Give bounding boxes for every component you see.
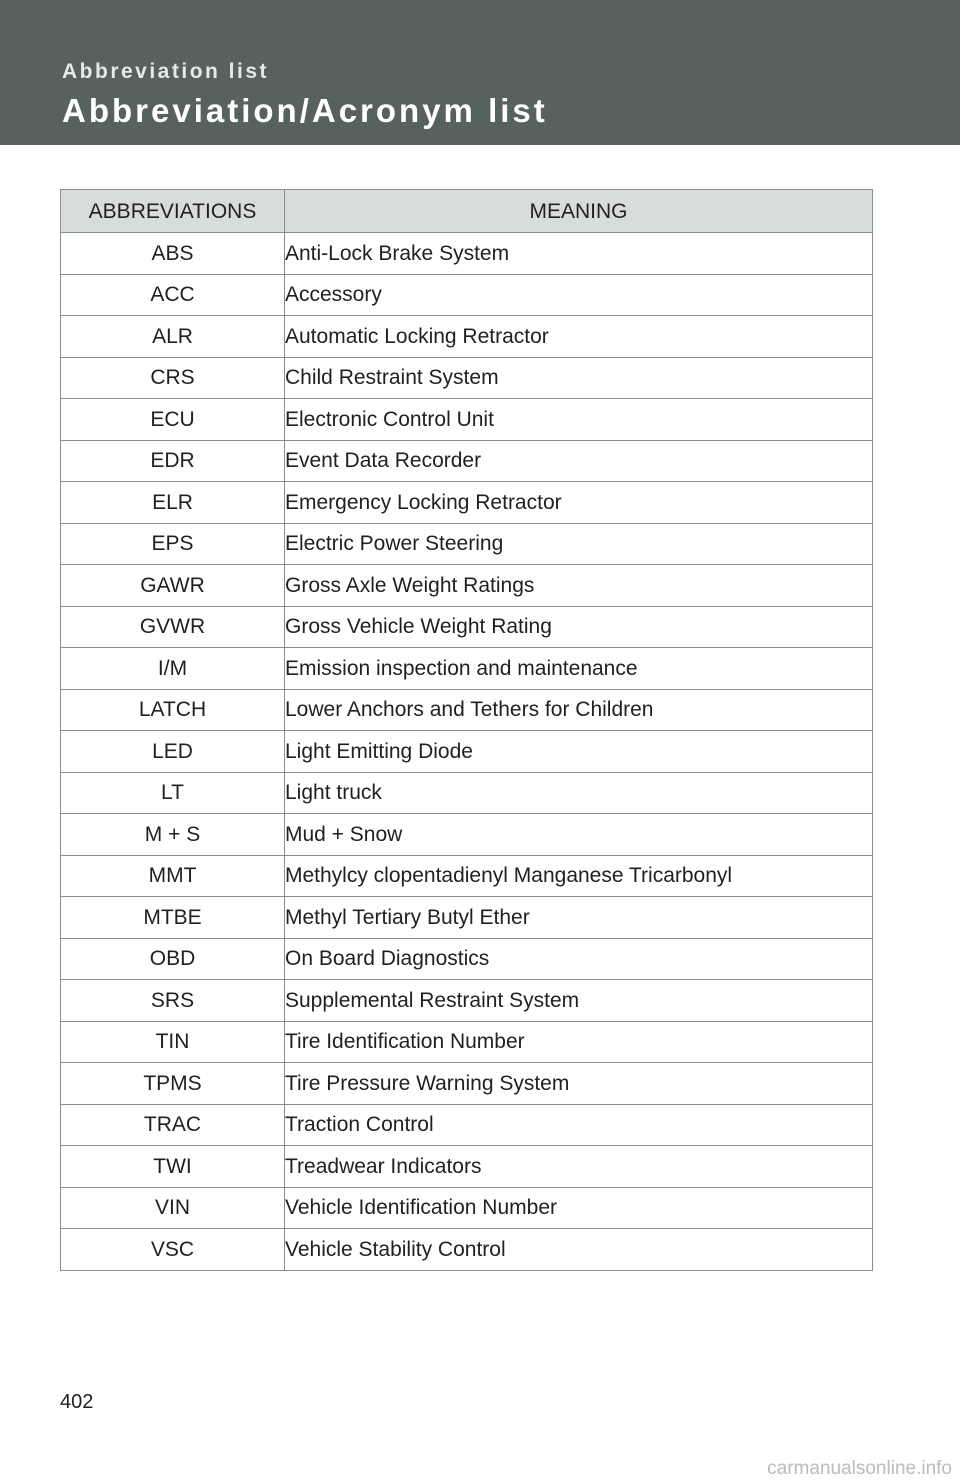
table-row: [61, 1104, 873, 1146]
table-row: [61, 274, 873, 316]
table-header-row: [61, 190, 873, 233]
abbreviation-cell: TPMS: [61, 1063, 285, 1105]
abbreviation-cell: OBD: [61, 938, 285, 980]
table-row: [61, 731, 873, 773]
page-title: Abbreviation/Acronym list: [62, 92, 548, 129]
meaning-cell: Gross Vehicle Weight Rating: [285, 606, 873, 648]
abbreviation-cell: GVWR: [61, 606, 285, 648]
table-row: [61, 855, 873, 897]
meaning-cell: Methyl Tertiary Butyl Ether: [285, 897, 873, 939]
meaning-cell: Traction Control: [285, 1104, 873, 1146]
meaning-cell: Automatic Locking Retractor: [285, 316, 873, 358]
table-row: [61, 440, 873, 482]
abbreviation-cell: ABS: [61, 233, 285, 275]
meaning-cell: Electric Power Steering: [285, 523, 873, 565]
abbreviation-cell: VIN: [61, 1187, 285, 1229]
table-row: [61, 523, 873, 565]
table-row: [61, 772, 873, 814]
page-number: 402: [60, 1391, 94, 1413]
column-header-abbreviations: ABBREVIATIONS: [61, 190, 285, 233]
meaning-cell: Vehicle Stability Control: [285, 1229, 873, 1271]
abbreviation-cell: ELR: [61, 482, 285, 524]
table-row: [61, 606, 873, 648]
table-row: [61, 357, 873, 399]
meaning-cell: Methylcy clopentadienyl Manganese Tricarbonyl: [285, 855, 873, 897]
abbreviation-cell: MMT: [61, 855, 285, 897]
table-row: [61, 316, 873, 358]
abbreviation-cell: TIN: [61, 1021, 285, 1063]
meaning-cell: Gross Axle Weight Ratings: [285, 565, 873, 607]
table-row: [61, 1146, 873, 1188]
table-row: [61, 1021, 873, 1063]
abbreviation-cell: ALR: [61, 316, 285, 358]
meaning-cell: Event Data Recorder: [285, 440, 873, 482]
meaning-cell: Vehicle Identification Number: [285, 1187, 873, 1229]
table-row: [61, 897, 873, 939]
table-row: [61, 1229, 873, 1271]
abbreviation-cell: EDR: [61, 440, 285, 482]
meaning-cell: Anti-Lock Brake System: [285, 233, 873, 275]
meaning-cell: Tire Pressure Warning System: [285, 1063, 873, 1105]
abbreviation-cell: M + S: [61, 814, 285, 856]
abbreviation-cell: LED: [61, 731, 285, 773]
meaning-cell: Accessory: [285, 274, 873, 316]
abbreviation-cell: LATCH: [61, 689, 285, 731]
abbreviation-table: [60, 189, 873, 1271]
abbreviation-cell: SRS: [61, 980, 285, 1022]
table-row: [61, 980, 873, 1022]
meaning-cell: Electronic Control Unit: [285, 399, 873, 441]
watermark: carmanualsonline.info: [767, 1458, 952, 1479]
meaning-cell: Lower Anchors and Tethers for Children: [285, 689, 873, 731]
meaning-cell: Child Restraint System: [285, 357, 873, 399]
meaning-cell: On Board Diagnostics: [285, 938, 873, 980]
table-row: [61, 399, 873, 441]
abbreviation-cell: VSC: [61, 1229, 285, 1271]
meaning-cell: Emergency Locking Retractor: [285, 482, 873, 524]
abbreviation-cell: LT: [61, 772, 285, 814]
table-row: [61, 565, 873, 607]
abbreviation-cell: GAWR: [61, 565, 285, 607]
table-row: [61, 814, 873, 856]
meaning-cell: Mud + Snow: [285, 814, 873, 856]
table-row: [61, 1063, 873, 1105]
meaning-cell: Light Emitting Diode: [285, 731, 873, 773]
table-row: [61, 938, 873, 980]
table-row: [61, 689, 873, 731]
abbreviation-cell: TRAC: [61, 1104, 285, 1146]
abbreviation-cell: CRS: [61, 357, 285, 399]
meaning-cell: Supplemental Restraint System: [285, 980, 873, 1022]
table-row: [61, 233, 873, 275]
abbreviation-cell: MTBE: [61, 897, 285, 939]
table-row: [61, 482, 873, 524]
section-label: Abbreviation list: [62, 60, 270, 83]
abbreviation-cell: TWI: [61, 1146, 285, 1188]
abbreviation-cell: I/M: [61, 648, 285, 690]
meaning-cell: Tire Identification Number: [285, 1021, 873, 1063]
abbreviation-cell: ECU: [61, 399, 285, 441]
meaning-cell: Emission inspection and maintenance: [285, 648, 873, 690]
table-body: [61, 233, 873, 1271]
abbreviation-cell: ACC: [61, 274, 285, 316]
table-row: [61, 1187, 873, 1229]
header-band: [0, 0, 960, 145]
table-row: [61, 648, 873, 690]
column-header-meaning: MEANING: [285, 190, 873, 233]
meaning-cell: Light truck: [285, 772, 873, 814]
abbreviation-cell: EPS: [61, 523, 285, 565]
meaning-cell: Treadwear Indicators: [285, 1146, 873, 1188]
